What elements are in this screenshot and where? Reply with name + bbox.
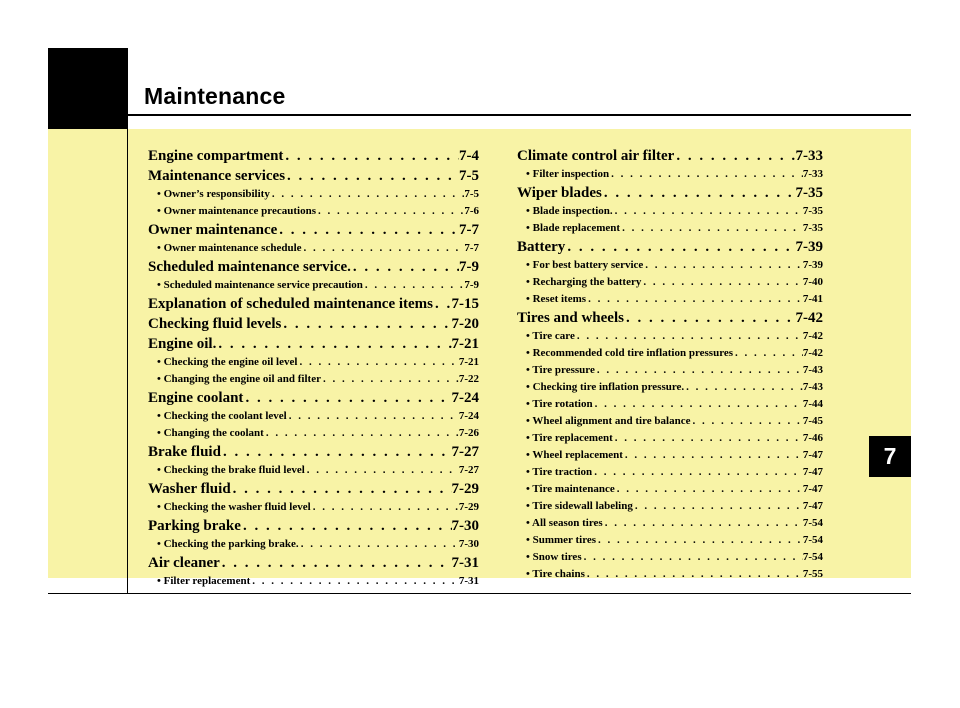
toc-subentry[interactable]	[148, 240, 479, 257]
toc-subentry[interactable]	[517, 549, 823, 566]
toc-page-number: 7-9	[459, 259, 479, 275]
toc-page-number: 7-55	[802, 568, 823, 580]
toc-page-number: 7-33	[802, 168, 823, 180]
dot-leader	[231, 479, 452, 499]
toc-subentry[interactable]	[517, 396, 823, 413]
toc-subentry[interactable]	[148, 425, 479, 442]
toc-subentry[interactable]	[517, 481, 823, 498]
toc-entry[interactable]	[148, 516, 479, 536]
dot-leader	[321, 371, 459, 388]
toc-subentry[interactable]	[517, 257, 823, 274]
toc-page-number: 7-39	[795, 239, 823, 255]
dot-leader	[363, 277, 464, 294]
toc-page-number: 7-43	[802, 364, 823, 376]
toc-subentry[interactable]	[517, 464, 823, 481]
toc-entry-label: Owner maintenance	[148, 222, 278, 238]
dot-leader	[596, 532, 803, 549]
toc-entry-label: • Filter replacement	[157, 575, 251, 587]
toc-page-number: 7-22	[458, 373, 479, 385]
toc-entry-label: Washer fluid	[148, 481, 231, 497]
toc-entry-label: Scheduled maintenance service.	[148, 259, 351, 275]
dot-leader	[299, 536, 459, 553]
toc-page-number: 7-20	[451, 316, 479, 332]
toc-subentry[interactable]	[517, 413, 823, 430]
toc-entry-label: • Tire chains	[526, 568, 585, 580]
toc-entry-label: • Changing the engine oil and filter	[157, 373, 321, 385]
toc-entry[interactable]	[148, 334, 479, 354]
toc-page-number: 7-21	[458, 356, 479, 368]
toc-page-number: 7-41	[802, 293, 823, 305]
toc-page-number: 7-47	[802, 483, 823, 495]
dot-leader	[620, 220, 803, 237]
toc-entry[interactable]	[517, 146, 823, 166]
dot-leader	[586, 291, 803, 308]
toc-page-number: 7-29	[451, 481, 479, 497]
toc-entry-label: • Checking the coolant level	[157, 410, 287, 422]
dot-leader	[592, 464, 803, 481]
toc-page-number: 7-26	[458, 427, 479, 439]
dot-leader	[264, 425, 459, 442]
toc-page-number: 7-15	[451, 296, 479, 312]
toc-entry-label: • All season tires	[526, 517, 603, 529]
toc-entry-label: Brake fluid	[148, 444, 221, 460]
toc-subentry[interactable]	[517, 203, 823, 220]
toc-entry-label: Parking brake	[148, 518, 241, 534]
dot-leader	[582, 549, 803, 566]
toc-entry[interactable]	[148, 442, 479, 462]
toc-page-number: 7-30	[451, 518, 479, 534]
toc-entry-label: Engine compartment	[148, 148, 284, 164]
toc-entry-label: • Owner’s responsibility	[157, 188, 270, 200]
dot-leader	[270, 186, 464, 203]
dot-leader	[433, 294, 451, 314]
toc-subentry[interactable]	[517, 498, 823, 515]
toc-entry[interactable]	[148, 166, 479, 186]
toc-page-number: 7-27	[458, 464, 479, 476]
toc-entry-label: Air cleaner	[148, 555, 220, 571]
toc-page-number: 7-5	[464, 188, 479, 200]
dot-leader	[602, 183, 796, 203]
toc-page-number: 7-30	[458, 538, 479, 550]
toc-subentry[interactable]	[148, 186, 479, 203]
toc-entry-label: • Changing the coolant	[157, 427, 264, 439]
dot-leader	[684, 379, 803, 396]
toc-entry-label: • Reset items	[526, 293, 587, 305]
toc-page-number: 7-9	[464, 279, 479, 291]
dot-leader	[241, 516, 452, 536]
toc-entry-label: • Recommended cold tire inflation pressures	[526, 347, 734, 359]
toc-subentry[interactable]	[148, 536, 479, 553]
title-underline	[128, 114, 911, 116]
toc-page-number: 7-29	[458, 501, 479, 513]
dot-leader	[285, 166, 459, 186]
toc-subentry[interactable]	[517, 566, 823, 583]
toc-entry[interactable]	[148, 294, 479, 314]
toc-entry-label: • Wheel replacement	[526, 449, 623, 461]
toc-entry[interactable]	[148, 479, 479, 499]
dot-leader	[733, 345, 803, 362]
toc-subentry[interactable]	[517, 532, 823, 549]
toc-page-number: 7-45	[802, 415, 823, 427]
toc-entry-label: • Snow tires	[526, 551, 582, 563]
toc-subentry[interactable]	[148, 499, 479, 516]
toc-subentry[interactable]	[148, 203, 479, 220]
dot-leader	[674, 146, 795, 166]
toc-subentry[interactable]	[517, 291, 823, 308]
dot-leader	[297, 354, 458, 371]
toc-entry-label: • Checking the parking brake.	[157, 538, 299, 550]
toc-subentry[interactable]	[517, 166, 823, 183]
toc-entry-label: Explanation of scheduled maintenance items	[148, 296, 434, 312]
margin-divider	[127, 129, 128, 594]
dot-leader	[593, 396, 803, 413]
toc-entry-label: • Owner maintenance precautions	[157, 205, 316, 217]
toc-page-number: 7-21	[451, 336, 479, 352]
toc-page-number: 7-39	[802, 259, 823, 271]
toc-entry[interactable]	[148, 553, 479, 573]
dot-leader	[575, 328, 803, 345]
dot-leader	[603, 515, 803, 532]
toc-entry[interactable]	[148, 220, 479, 240]
toc-subentry[interactable]	[148, 462, 479, 479]
toc-entry[interactable]	[517, 237, 823, 257]
dot-leader	[613, 430, 803, 447]
dot-leader	[623, 447, 803, 464]
dot-leader	[641, 274, 802, 291]
toc-entry-label: • Scheduled maintenance service precaution	[157, 279, 363, 291]
dot-leader	[615, 481, 803, 498]
toc-page-number: 7-6	[464, 205, 479, 217]
toc-entry-label: Battery	[517, 239, 566, 255]
toc-entry-label: • Checking the brake fluid level	[157, 464, 305, 476]
dot-leader	[302, 240, 465, 257]
toc-page-number: 7-35	[802, 205, 823, 217]
dot-leader	[305, 462, 459, 479]
toc-page-number: 7-54	[802, 517, 823, 529]
toc-entry-label: • Tire traction	[526, 466, 593, 478]
toc-subentry[interactable]	[148, 408, 479, 425]
dot-leader	[624, 308, 796, 328]
bottom-rule	[48, 593, 911, 594]
toc-entry-label: • Checking tire inflation pressure.	[526, 381, 685, 393]
header-black-block	[48, 48, 128, 129]
toc-right-column	[517, 146, 823, 583]
dot-leader	[311, 499, 459, 516]
toc-subentry[interactable]	[517, 430, 823, 447]
toc-entry[interactable]	[148, 257, 479, 277]
toc-entry-label: • Checking the engine oil level	[157, 356, 298, 368]
toc-page-number: 7-31	[458, 575, 479, 587]
toc-subentry[interactable]	[148, 371, 479, 388]
toc-page-number: 7-31	[451, 555, 479, 571]
toc-page-number: 7-40	[802, 276, 823, 288]
toc-page-number: 7-43	[802, 381, 823, 393]
toc-entry-label: Engine coolant	[148, 390, 244, 406]
dot-leader	[250, 573, 459, 590]
dot-leader	[565, 237, 795, 257]
toc-entry-label: Tires and wheels	[517, 310, 624, 326]
chapter-tab[interactable]: 7	[869, 436, 911, 477]
toc-subentry[interactable]	[148, 277, 479, 294]
toc-subentry[interactable]	[517, 328, 823, 345]
dot-leader	[595, 362, 803, 379]
toc-entry-label: • Blade inspection.	[526, 205, 613, 217]
toc-entry-label: • Tire maintenance	[526, 483, 615, 495]
toc-entry-label: • Tire care	[526, 330, 575, 342]
left-margin-panel	[48, 129, 127, 578]
toc-page-number: 7-7	[459, 222, 479, 238]
toc-entry-label: Wiper blades	[517, 185, 602, 201]
toc-page-number: 7-42	[802, 330, 823, 342]
dot-leader	[585, 566, 803, 583]
toc-entry-label: • Recharging the battery	[526, 276, 642, 288]
toc-entry-label: • Tire replacement	[526, 432, 613, 444]
toc-entry-label: • Filter inspection	[526, 168, 610, 180]
dot-leader	[609, 166, 803, 183]
toc-subentry[interactable]	[517, 220, 823, 237]
toc-subentry[interactable]	[148, 354, 479, 371]
toc-page-number: 7-54	[802, 551, 823, 563]
toc-page-number: 7-54	[802, 534, 823, 546]
toc-page-number: 7-35	[802, 222, 823, 234]
toc-page-number: 7-33	[795, 148, 823, 164]
dot-leader	[216, 334, 451, 354]
toc-entry-label: Checking fluid levels	[148, 316, 282, 332]
dot-leader	[283, 146, 459, 166]
toc-entry-label: • Summer tires	[526, 534, 597, 546]
dot-leader	[613, 203, 803, 220]
toc-page-number: 7-47	[802, 466, 823, 478]
toc-page-number: 7-47	[802, 449, 823, 461]
toc-entry[interactable]	[517, 183, 823, 203]
toc-page-number: 7-44	[802, 398, 823, 410]
toc-entry-label: • Blade replacement	[526, 222, 621, 234]
toc-subentry[interactable]	[517, 345, 823, 362]
toc-subentry[interactable]	[148, 573, 479, 590]
toc-subentry[interactable]	[517, 379, 823, 396]
toc-entry-label: Engine oil.	[148, 336, 217, 352]
toc-entry-label: • Owner maintenance schedule	[157, 242, 302, 254]
toc-subentry[interactable]	[517, 362, 823, 379]
toc-entry-label: • Checking the washer fluid level	[157, 501, 311, 513]
toc-page-number: 7-7	[464, 242, 479, 254]
toc-page-number: 7-24	[451, 390, 479, 406]
toc-page-number: 7-46	[802, 432, 823, 444]
toc-entry-label: • For best battery service	[526, 259, 644, 271]
dot-leader	[690, 413, 802, 430]
toc-subentry[interactable]	[517, 515, 823, 532]
page-title: Maintenance	[144, 83, 286, 109]
toc-page-number: 7-47	[802, 500, 823, 512]
toc-page-number: 7-5	[459, 168, 479, 184]
toc-subentry[interactable]	[517, 447, 823, 464]
toc-entry-label: Maintenance services	[148, 168, 286, 184]
toc-page-number: 7-35	[795, 185, 823, 201]
dot-leader	[316, 203, 464, 220]
toc-page-number: 7-24	[458, 410, 479, 422]
toc-page-number: 7-42	[795, 310, 823, 326]
toc-entry[interactable]	[148, 146, 479, 166]
dot-leader	[281, 314, 451, 334]
toc-entry-label: • Tire sidewall labeling	[526, 500, 633, 512]
toc-page-number: 7-4	[459, 148, 479, 164]
toc-entry-label: • Tire rotation	[526, 398, 593, 410]
dot-leader	[243, 388, 451, 408]
dot-leader	[351, 257, 459, 277]
toc-entry[interactable]	[517, 308, 823, 328]
toc-entry[interactable]	[148, 388, 479, 408]
dot-leader	[221, 442, 452, 462]
toc-subentry[interactable]	[517, 274, 823, 291]
toc-page-number: 7-42	[802, 347, 823, 359]
toc-entry-label: • Wheel alignment and tire balance	[526, 415, 691, 427]
toc-entry-label: • Tire pressure	[526, 364, 595, 376]
dot-leader	[633, 498, 803, 515]
dot-leader	[643, 257, 803, 274]
dot-leader	[220, 553, 452, 573]
dot-leader	[277, 220, 459, 240]
toc-page-number: 7-27	[451, 444, 479, 460]
toc-entry[interactable]	[148, 314, 479, 334]
toc-left-column	[148, 146, 479, 590]
dot-leader	[287, 408, 459, 425]
toc-entry-label: Climate control air filter	[517, 148, 675, 164]
